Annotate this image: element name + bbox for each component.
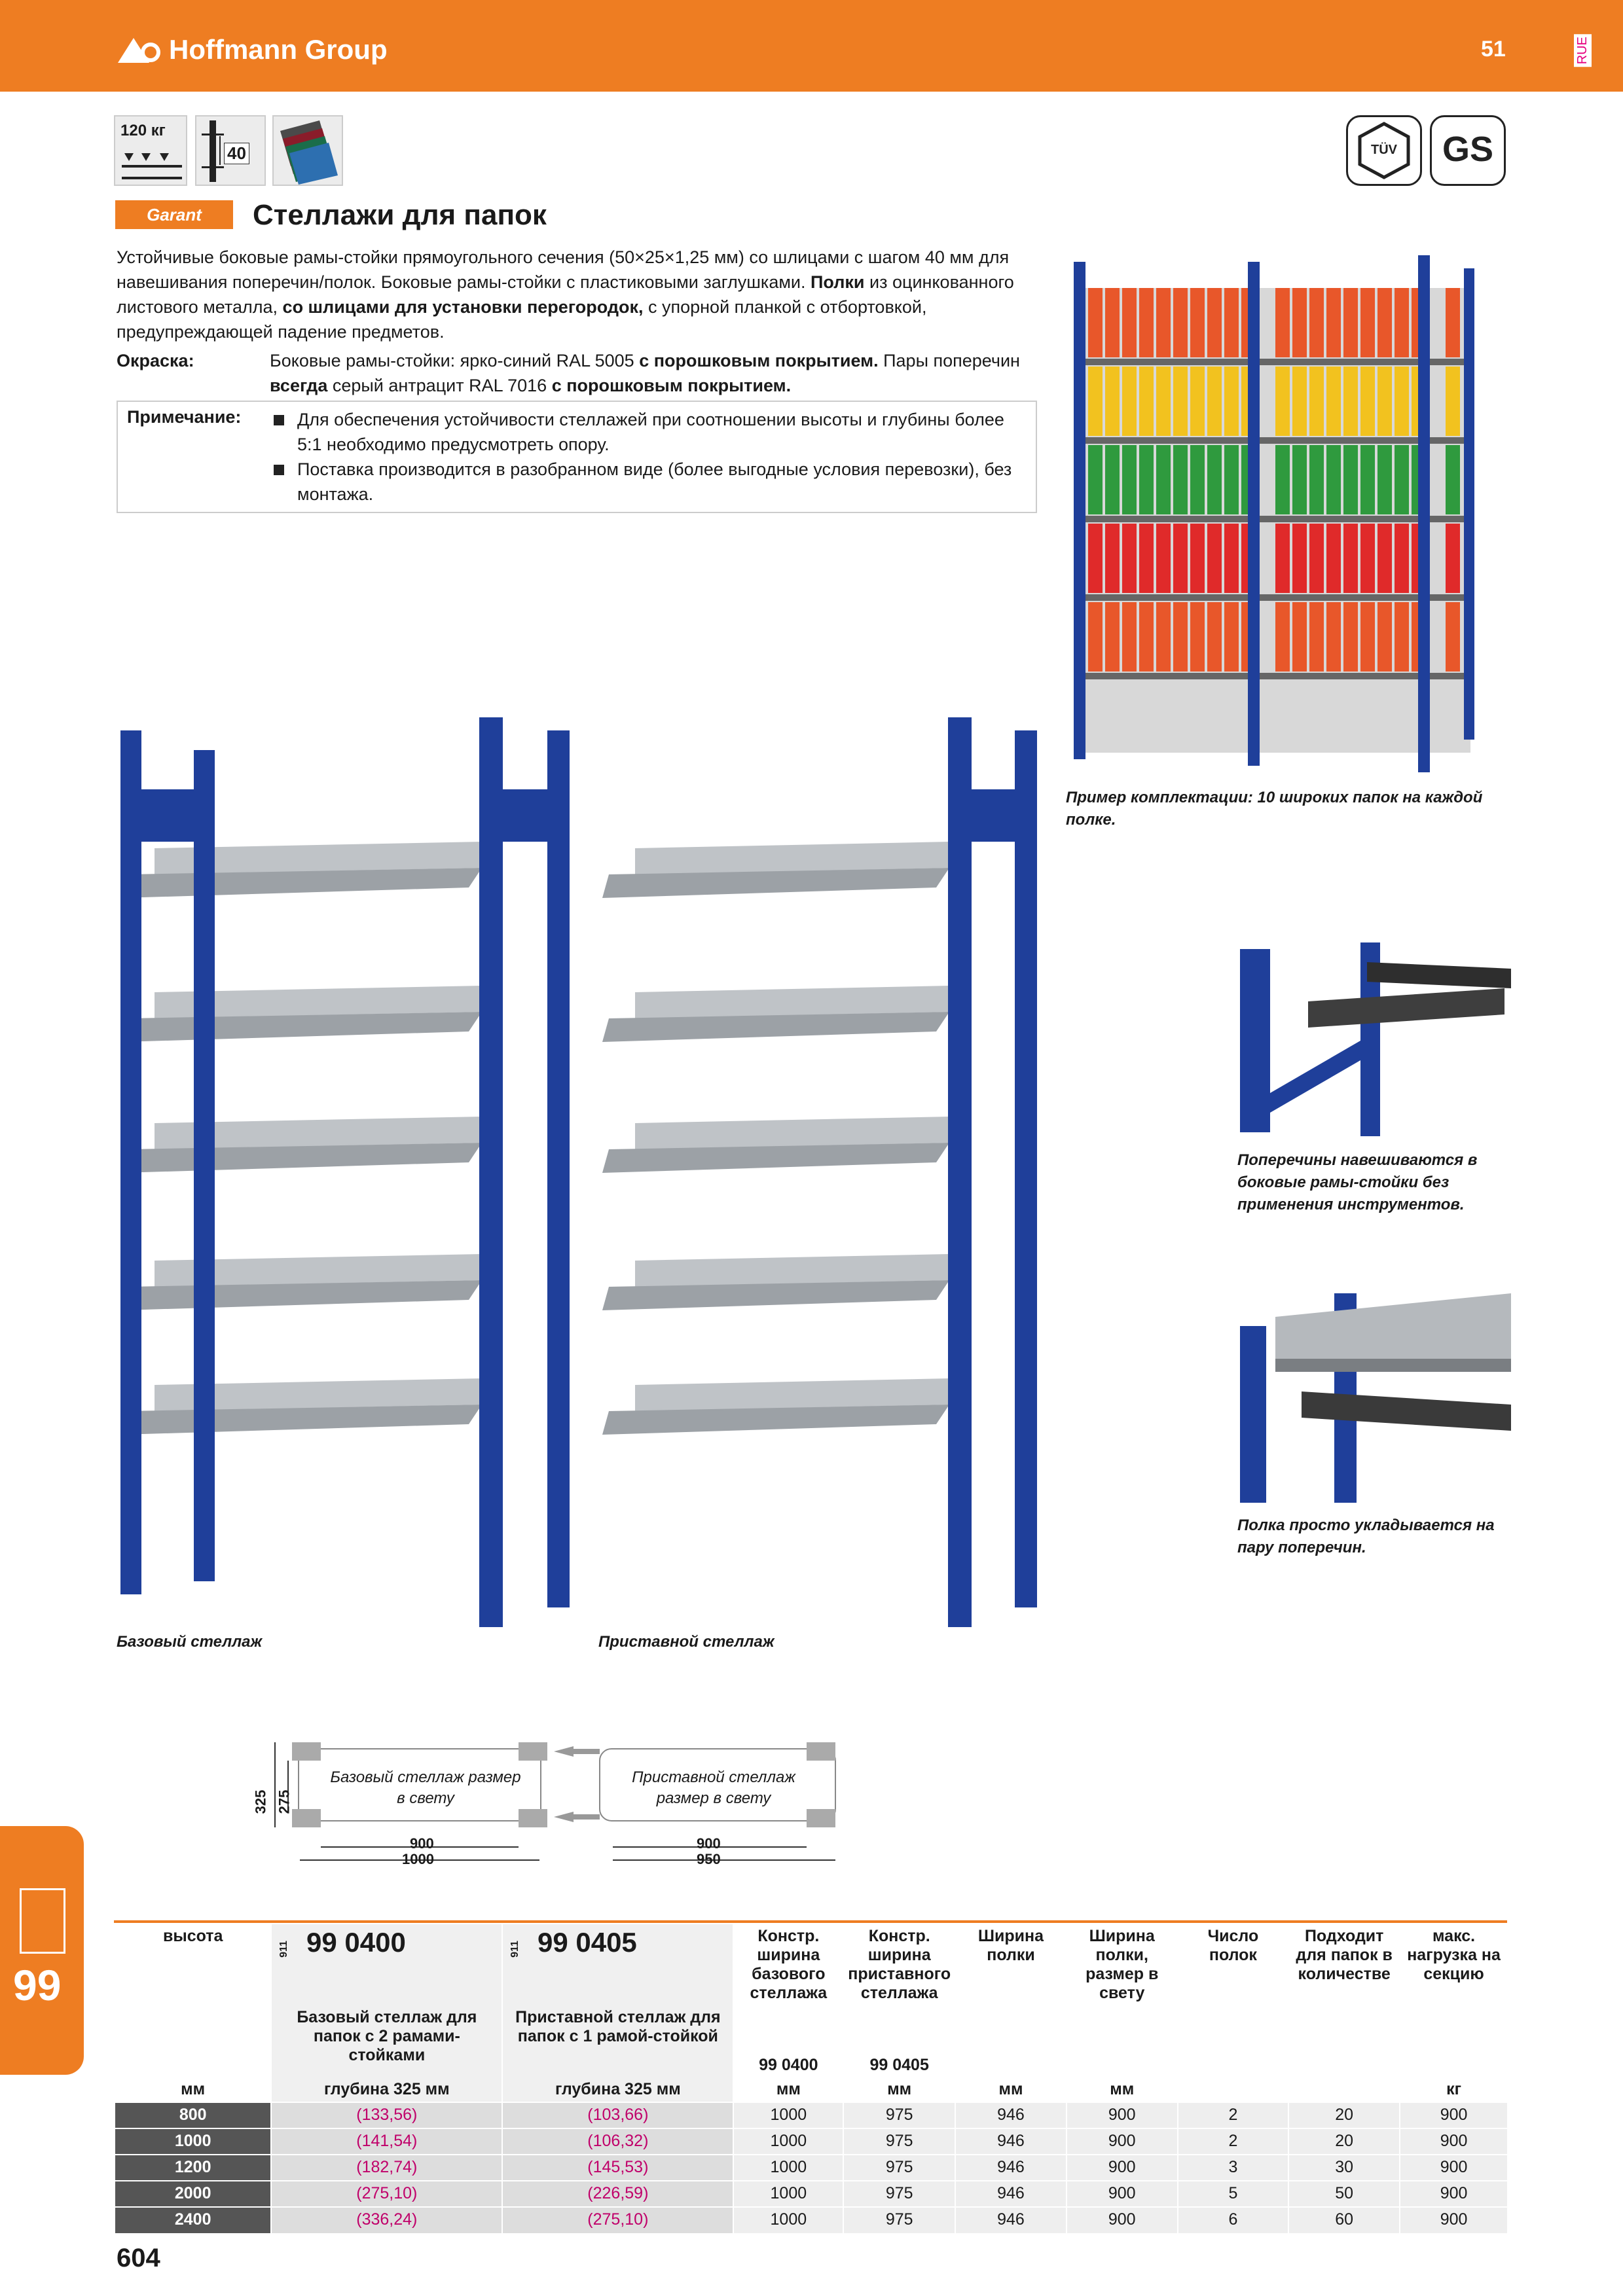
table-row [115,2102,1507,2128]
cell-p1: (133,56) [271,2102,502,2128]
art-code: 911 [278,1941,290,1958]
cell-cw: 900 [1067,2155,1178,2181]
sub-base: 99 0400 [733,2005,843,2077]
col-load: макс. нагрузка на секцию [1400,1924,1507,2005]
base-dimension-label: Базовый стеллаж размер в свету [330,1768,521,1807]
cell-f: 20 [1288,2128,1400,2155]
dim-addon-outer: 950 [697,1851,721,1867]
shelf-caption: Полка просто укладывается на пару поперечин. [1237,1516,1495,1556]
cell-n: 2 [1178,2102,1289,2128]
cell-sw: 946 [955,2102,1067,2128]
description-text: с упорной планкой с отбортовкой, предупреждающей падение предметов. [117,297,927,342]
slot-pitch-icon [195,115,266,186]
sub-addon: 99 0405 [843,2005,955,2077]
cell-f: 30 [1288,2155,1400,2181]
cell-sw: 946 [955,2207,1067,2233]
base-caption: Базовый стеллаж [117,1633,263,1651]
col-shelf-width: Ширина полки [955,1924,1067,2005]
cell-l: 900 [1400,2102,1507,2128]
cell-bw: 1000 [733,2128,843,2155]
cell-bw: 1000 [733,2155,843,2181]
page-number: 51 [1481,37,1506,62]
cell-f: 60 [1288,2207,1400,2233]
paint-text: Пары поперечин [878,351,1020,370]
cell-p1: (141,54) [271,2128,502,2155]
language-code: RUE [1574,34,1592,67]
paint-text: серый антрацит RAL 7016 [327,376,552,395]
brand[interactable] [117,34,388,65]
note-box [117,401,1037,513]
addon-caption: Приставной стеллаж [598,1633,775,1651]
unit-clear: мм [1067,2077,1178,2102]
cell-l: 900 [1400,2128,1507,2155]
unit-load: кг [1400,2077,1507,2102]
col-addon-width: Констр. ширина приставного стеллажа [843,1924,955,2005]
example-caption: Пример комплектации: 10 широких папок на каждой полке. [1066,789,1483,829]
art1-header [271,1924,502,2005]
art2-description: Приставной стеллаж для папок с 1 рамой-стойкой [502,2005,733,2077]
art1-description: Базовый стеллаж для папок с 2 рамами-стойками [271,2005,502,2077]
col-shelves: Число полок [1178,1924,1289,2005]
table-row [115,2128,1507,2155]
cell-sw: 946 [955,2128,1067,2155]
art1-number[interactable]: 99 0400 [306,1927,406,1958]
art1-depth: глубина 325 мм [271,2077,502,2102]
description-text: Устойчивые боковые рамы-стойки прямоугольного сечения (50×25×1,25 мм) со шлицами с шагом 40 мм для навешивания поперечин/полок. Боковые рамы-стойки с пластиковыми заглушками. [117,247,1010,292]
table-top-rule [114,1920,1507,1923]
gs-cert-icon [1430,115,1506,186]
art-code: 911 [509,1941,521,1958]
cell-bw: 1000 [733,2207,843,2233]
garant-badge: Garant [115,200,233,229]
beam-caption: Поперечины навешиваются в боковые рамы-стойки без применения инструментов. [1237,1151,1478,1213]
cell-cw: 900 [1067,2102,1178,2128]
cell-l: 900 [1400,2155,1507,2181]
table-row [115,2207,1507,2233]
shelf-detail-image [1236,1293,1511,1503]
dim-depth-inner: 275 [276,1789,293,1814]
col-clear-width: Ширина полки, размер в свету [1067,1924,1178,2005]
note-list [271,407,1024,507]
note-label: Примечание: [127,407,242,427]
art2-depth: глубина 325 мм [502,2077,733,2102]
addon-dimension-label: Приставной стеллаж размер в свету [632,1768,795,1807]
note-item: Для обеспечения устойчивости стеллажей при соотношении высоты и глубины более 5:1 необходимо предусмотреть опору. [271,407,1024,457]
dim-base-outer: 1000 [402,1851,434,1867]
cell-aw: 975 [843,2181,955,2207]
paint-label: Окраска: [117,351,194,370]
paint-info [117,348,1033,398]
cell-h: 1200 [115,2155,271,2181]
tuv-cert-icon [1346,115,1422,186]
cell-p2: (226,59) [502,2181,733,2207]
dim-addon-inner: 900 [697,1835,721,1852]
cell-n: 5 [1178,2181,1289,2207]
cell-aw: 975 [843,2155,955,2181]
cell-aw: 975 [843,2128,955,2155]
unit-addon: мм [843,2077,955,2102]
cell-p2: (145,53) [502,2155,733,2181]
col-folders: Подходит для папок в количестве [1288,1924,1400,2005]
cell-sw: 946 [955,2155,1067,2181]
brand-name: Hoffmann Group [169,34,388,65]
addon-shelving-image [596,717,1054,1627]
cell-p1: (182,74) [271,2155,502,2181]
slot-pitch-label: 40 [224,143,249,164]
cell-h: 800 [115,2102,271,2128]
unit-height: мм [115,2077,271,2102]
art2-number[interactable]: 99 0405 [537,1927,637,1958]
cell-h: 1000 [115,2128,271,2155]
paint-bold: с порошковым покрытием. [639,351,879,370]
note-item: Поставка производится в разобранном виде (более выгодные условия перевозки), без монтажа. [271,457,1024,507]
art2-header [502,1924,733,2005]
svg-text:TÜV: TÜV [1371,143,1397,157]
unit-base: мм [733,2077,843,2102]
description-text: из оцинкованного листового металла, [117,272,1014,317]
cell-p1: (336,24) [271,2207,502,2233]
base-shelving-image [115,717,587,1627]
footer-page-number: 604 [117,2244,160,2272]
cell-p1: (275,10) [271,2181,502,2207]
example-shelving-image [1065,249,1501,780]
cell-aw: 975 [843,2207,955,2233]
color-options-icon [272,115,343,186]
col-height: высота [115,1924,271,2005]
beam-detail-image [1236,942,1511,1136]
dim-base-inner: 900 [410,1835,434,1852]
cell-f: 50 [1288,2181,1400,2207]
cell-p2: (103,66) [502,2102,733,2128]
table-body [115,2102,1507,2233]
load-capacity-label: 120 кг [120,122,166,139]
section-title: Стеллажи для папок [253,199,547,231]
cell-f: 20 [1288,2102,1400,2128]
col-base-width: Констр. ширина базового стеллажа [733,1924,843,2005]
dim-depth-outer: 325 [252,1789,269,1814]
paint-bold: с порошковым покрытием. [551,376,792,395]
cell-l: 900 [1400,2181,1507,2207]
cell-n: 2 [1178,2128,1289,2155]
paint-bold: всегда [270,376,328,395]
cell-p2: (275,10) [502,2207,733,2233]
table-row [115,2181,1507,2207]
description-bold: Полки [811,272,865,292]
chapter-number: 99 [13,1961,62,2009]
cell-h: 2400 [115,2207,271,2233]
cell-cw: 900 [1067,2207,1178,2233]
paint-text: Боковые рамы-стойки: ярко-синий RAL 5005 [270,351,640,370]
cell-bw: 1000 [733,2181,843,2207]
cell-n: 3 [1178,2155,1289,2181]
product-table [114,1924,1507,2233]
svg-text:GS: GS [1442,130,1494,169]
cell-l: 900 [1400,2207,1507,2233]
cell-p2: (106,32) [502,2128,733,2155]
unit-shelf: мм [955,2077,1067,2102]
load-capacity-icon [114,115,187,186]
table-row [115,2155,1507,2181]
shelving-icon [20,1888,65,1954]
cell-bw: 1000 [733,2102,843,2128]
cell-cw: 900 [1067,2128,1178,2155]
cell-aw: 975 [843,2102,955,2128]
cell-cw: 900 [1067,2181,1178,2207]
hoffmann-logo-icon [117,35,162,64]
description-bold: со шлицами для установки перегородок, [282,297,644,317]
cell-n: 6 [1178,2207,1289,2233]
product-description [117,245,1033,344]
cell-sw: 946 [955,2181,1067,2207]
cell-h: 2000 [115,2181,271,2207]
